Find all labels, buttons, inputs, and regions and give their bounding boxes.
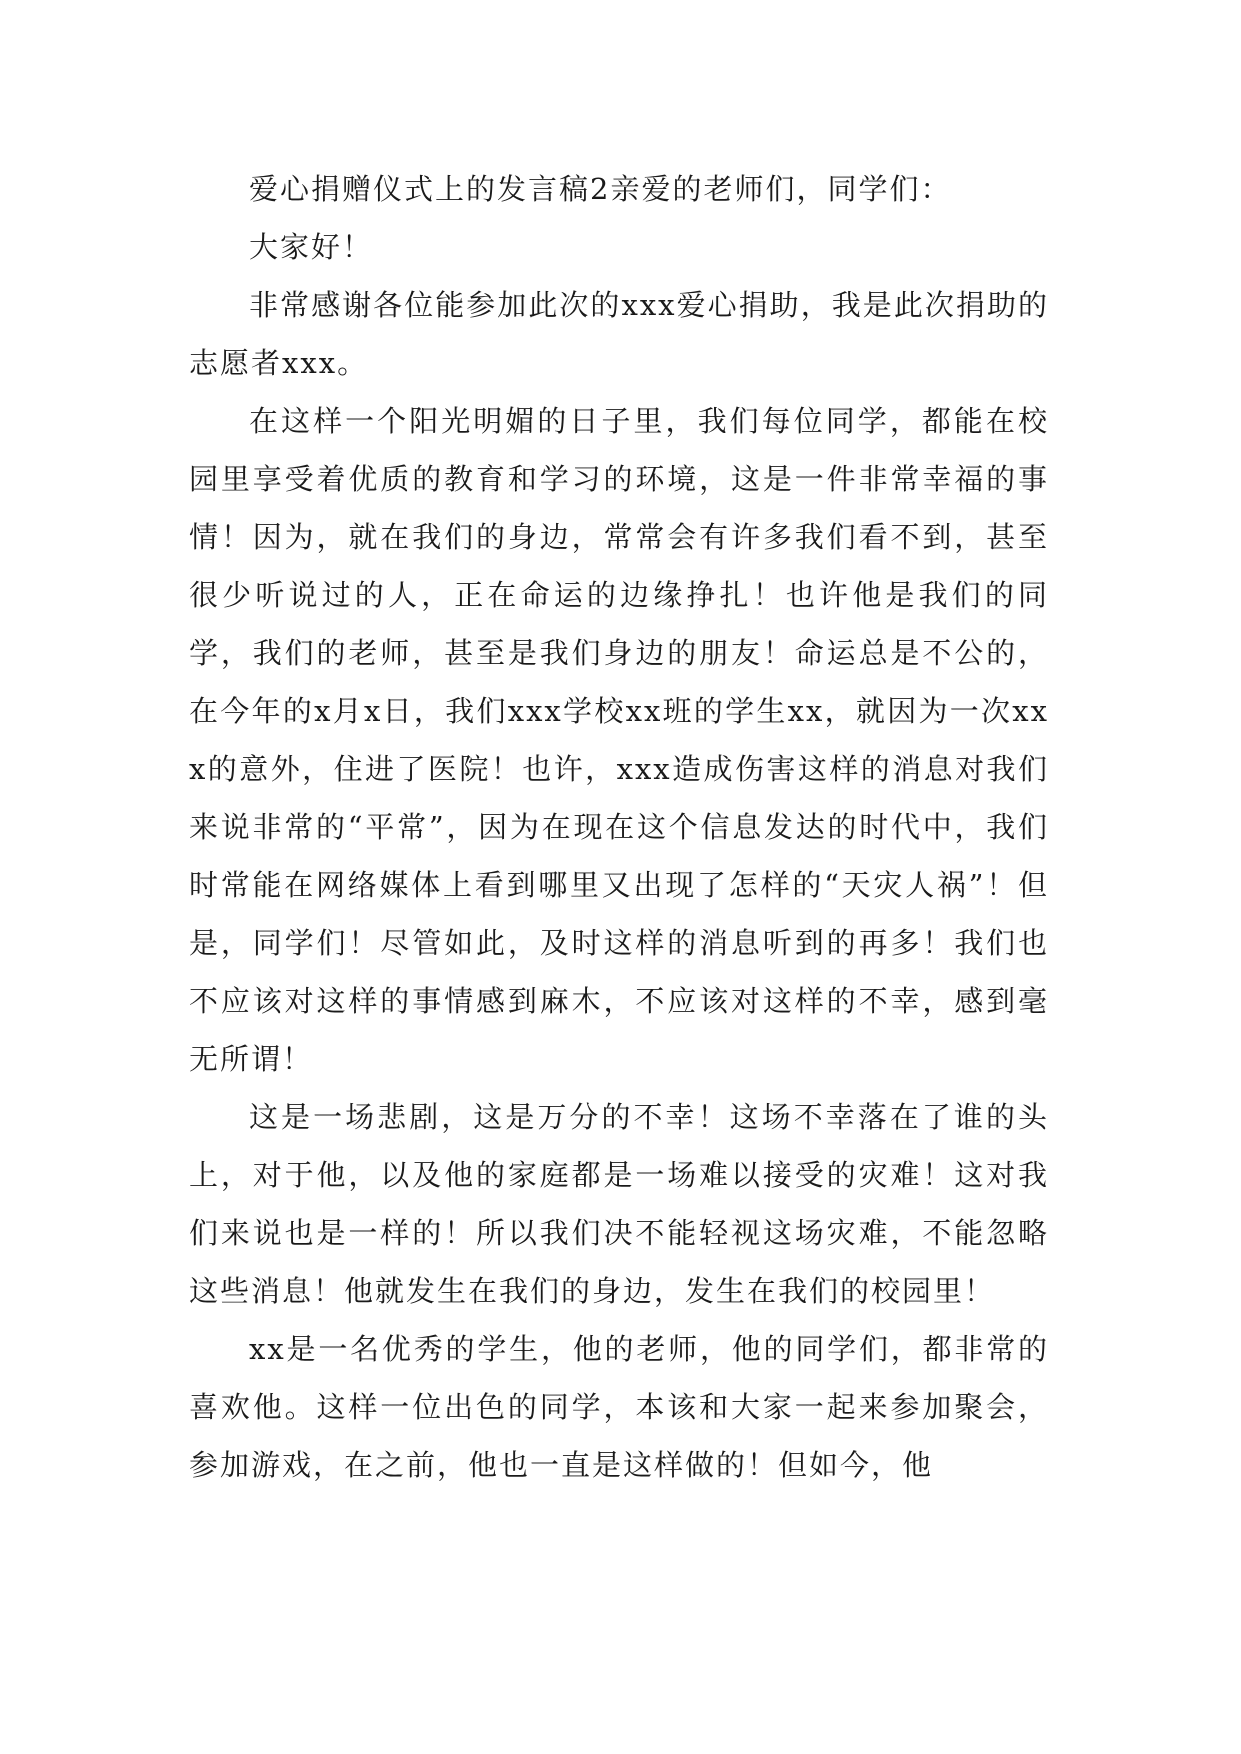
paragraph-thanks: 非常感谢各位能参加此次的xxx爱心捐助，我是此次捐助的志愿者xxx。: [189, 288, 1049, 380]
paragraph-tragedy: 这是一场悲剧，这是万分的不幸！这场不幸落在了谁的头上，对于他，以及他的家庭都是一场难以接受的灾难！这对我们来说也是一样的！所以我们决不能轻视这场灾难，不能忽略这些消息！他就发生在我们的身边，发生在我们的校园里！: [189, 1100, 1049, 1308]
paragraph-student: xx是一名优秀的学生，他的老师，他的同学们，都非常的喜欢他。这样一位出色的同学，本该和大家一起来参加聚会，参加游戏，在之前，他也一直是这样做的！但如今，他: [189, 1332, 1049, 1482]
document-body: [189, 160, 1049, 1494]
paragraph-hello: 大家好！: [249, 230, 374, 264]
paragraph-story: 在这样一个阳光明媚的日子里，我们每位同学，都能在校园里享受着优质的教育和学习的环境，这是一件非常幸福的事情！因为，就在我们的身边，常常会有许多我们看不到，甚至很少听说过的人，正在命运的边缘挣扎！也许他是我们的同学，我们的老师，甚至是我们身边的朋友！命运总是不公的，在今年的x月x日，我们xxx学校xx班的学生xx，就因为一次xxx的意外，住进了医院！也许，xxx造成伤害这样的消息对我们来说非常的“平常”，因为在现在这个信息发达的时代中，我们时常能在网络媒体上看到哪里又出现了怎样的“天灾人祸”！但是，同学们！尽管如此，及时这样的消息听到的再多！我们也不应该对这样的事情感到麻木，不应该对这样的不幸，感到毫无所谓！: [189, 404, 1049, 1076]
paragraph-title-greeting: 爱心捐赠仪式上的发言稿2亲爱的老师们，同学们：: [249, 172, 952, 206]
